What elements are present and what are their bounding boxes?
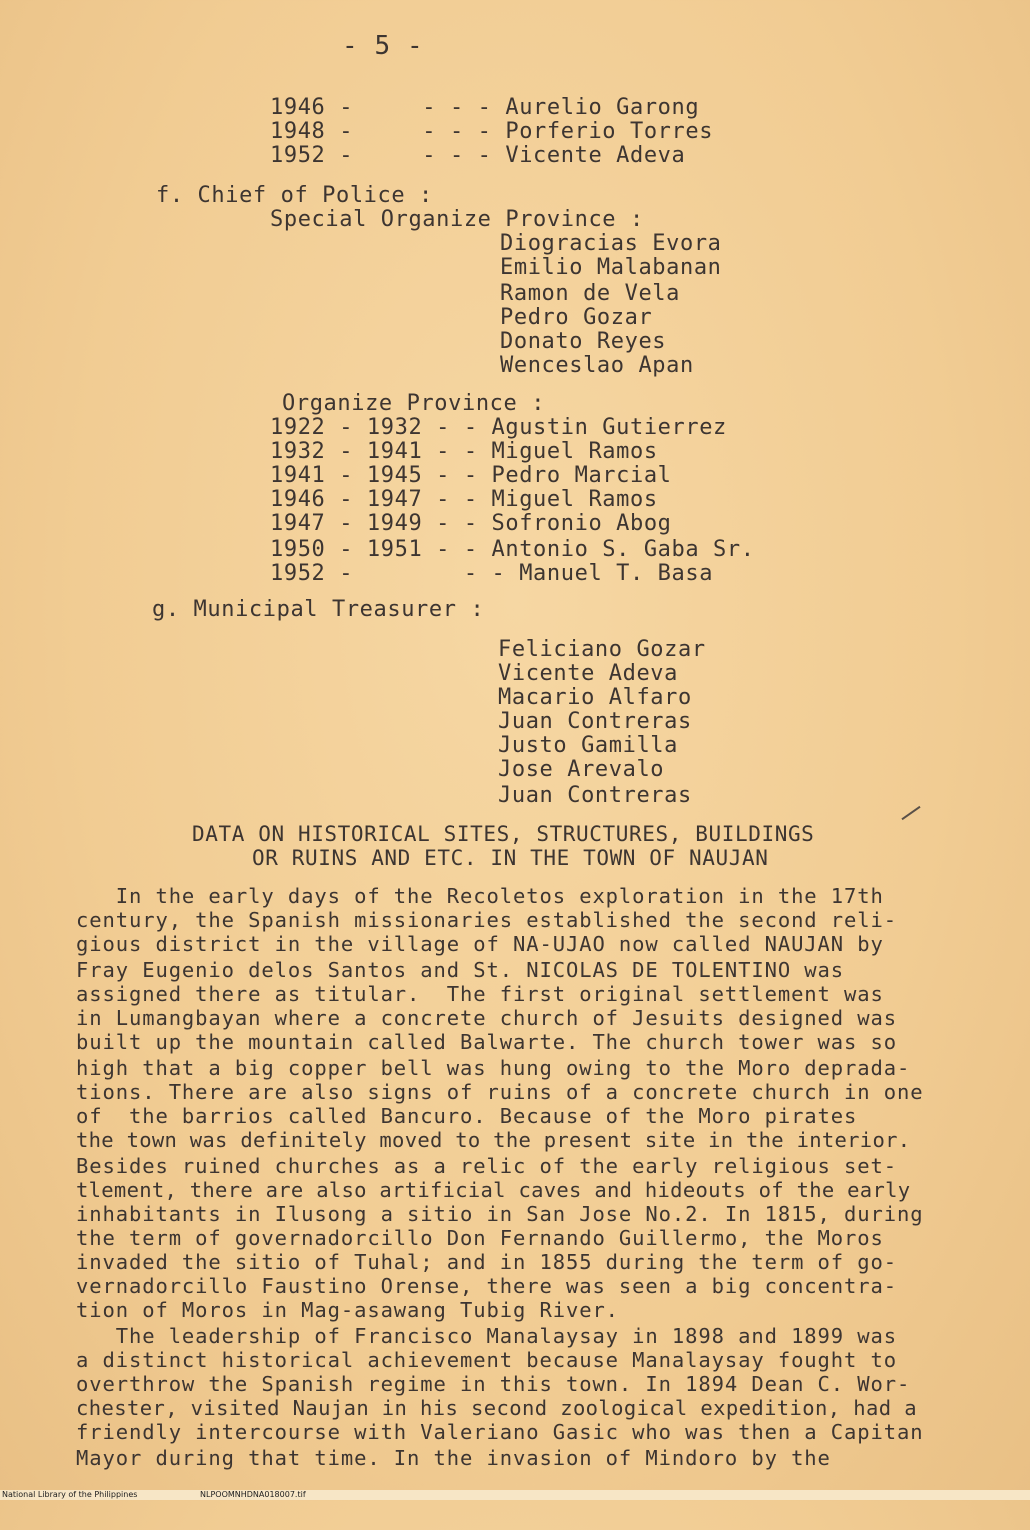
paragraph-line: in Lumangbayan where a concrete church of Jesuits designed was <box>76 1006 898 1030</box>
treasurer-name: Macario Alfaro <box>498 685 692 710</box>
paragraph-line: Mayor during that time. In the invasion of Mindoro by the <box>76 1446 831 1470</box>
paragraph-line: overthrow the Spanish regime in this town. In 1894 Dean C. Wor- <box>76 1372 911 1396</box>
vice-mayor-entry: 1946 - - - - Aurelio Garong <box>270 95 700 120</box>
special-province-name: Diogracias Evora <box>500 231 722 256</box>
paragraph-line: tion of Moros in Mag-asawang Tubig River. <box>76 1298 619 1322</box>
library-credit: National Library of the Philippines <box>2 1490 138 1499</box>
organize-province-heading: Organize Province : <box>282 391 546 416</box>
paragraph-line: built up the mountain called Balwarte. The church tower was so <box>76 1030 898 1054</box>
chief-of-police-heading: f. Chief of Police : <box>156 183 433 208</box>
paragraph-line: of the barrios called Bancuro. Because of the Moro pirates <box>76 1104 858 1128</box>
file-id: NLPOOMNHDNA018007.tif <box>200 1490 306 1499</box>
paragraph-line: the town was definitely moved to the present site in the interior. <box>76 1128 911 1152</box>
organize-province-entry: 1950 - 1951 - - Antonio S. Gaba Sr. <box>270 537 755 562</box>
paragraph-line: invaded the sitio of Tuhal; and in 1855 during the term of go- <box>76 1250 898 1274</box>
treasurer-name: Jose Arevalo <box>498 757 665 782</box>
page-number: - 5 - <box>342 31 424 61</box>
special-province-name: Ramon de Vela <box>500 281 680 306</box>
organize-province-entry: 1946 - 1947 - - Miguel Ramos <box>270 487 658 512</box>
organize-province-entry: 1947 - 1949 - - Sofronio Abog <box>270 511 672 536</box>
treasurer-name: Juan Contreras <box>498 709 692 734</box>
paragraph-line: tions. There are also signs of ruins of a concrete church in one <box>76 1080 924 1104</box>
paragraph-line: vernadorcillo Faustino Orense, there was seen a big concentra- <box>76 1274 898 1298</box>
paragraph-line: high that a big copper bell was hung owing to the Moro deprada- <box>76 1056 911 1080</box>
scan-footer <box>0 1490 1030 1500</box>
treasurer-name: Feliciano Gozar <box>498 637 706 662</box>
paragraph-line: tlement, there are also artificial caves and hideouts of the early <box>76 1178 911 1202</box>
organize-province-entry: 1922 - 1932 - - Agustin Gutierrez <box>270 415 727 440</box>
paragraph-line: gious district in the village of NA-UJAO now called NAUJAN by <box>76 932 884 956</box>
organize-province-entry: 1941 - 1945 - - Pedro Marcial <box>270 463 672 488</box>
paragraph-line: The leadership of Francisco Manalaysay in 1898 and 1899 was <box>76 1324 898 1348</box>
paragraph-line: Besides ruined churches as a relic of the early religious set- <box>76 1154 898 1178</box>
special-province-name: Emilio Malabanan <box>500 255 722 280</box>
vice-mayor-entry: 1952 - - - - Vicente Adeva <box>270 143 686 168</box>
paragraph-line: chester, visited Naujan in his second zoological expedition, had a <box>76 1396 917 1420</box>
treasurer-name: Vicente Adeva <box>498 661 678 686</box>
section-title-line: OR RUINS AND ETC. IN THE TOWN OF NAUJAN <box>252 846 769 870</box>
treasurer-name: Justo Gamilla <box>498 733 678 758</box>
section-title-line: DATA ON HISTORICAL SITES, STRUCTURES, BUILDINGS <box>192 822 815 846</box>
paragraph-line: assigned there as titular. The first original settlement was <box>76 982 884 1006</box>
paragraph-line: inhabitants in Ilusong a sitio in San Jose No.2. In 1815, during <box>76 1202 924 1226</box>
municipal-treasurer-heading: g. Municipal Treasurer : <box>152 597 485 622</box>
paragraph-line: the term of governadorcillo Don Fernando Guillermo, the Moros <box>76 1226 884 1250</box>
pen-mark <box>901 806 920 820</box>
paragraph-line: century, the Spanish missionaries established the second reli- <box>76 908 898 932</box>
paragraph-line: friendly intercourse with Valeriano Gasic who was then a Capitan <box>76 1420 924 1444</box>
special-province-name: Pedro Gozar <box>500 305 653 330</box>
vice-mayor-entry: 1948 - - - - Porferio Torres <box>270 119 714 144</box>
special-province-heading: Special Organize Province : <box>270 207 644 232</box>
organize-province-entry: 1932 - 1941 - - Miguel Ramos <box>270 439 658 464</box>
treasurer-name: Juan Contreras <box>498 783 692 808</box>
organize-province-entry: 1952 - - - Manuel T. Basa <box>270 561 714 586</box>
paragraph-line: a distinct historical achievement because Manalaysay fought to <box>76 1348 898 1372</box>
paragraph-line: Fray Eugenio delos Santos and St. NICOLAS DE TOLENTINO was <box>76 958 845 982</box>
special-province-name: Donato Reyes <box>500 329 667 354</box>
special-province-name: Wenceslao Apan <box>500 353 694 378</box>
paragraph-line: In the early days of the Recoletos exploration in the 17th <box>76 884 884 908</box>
